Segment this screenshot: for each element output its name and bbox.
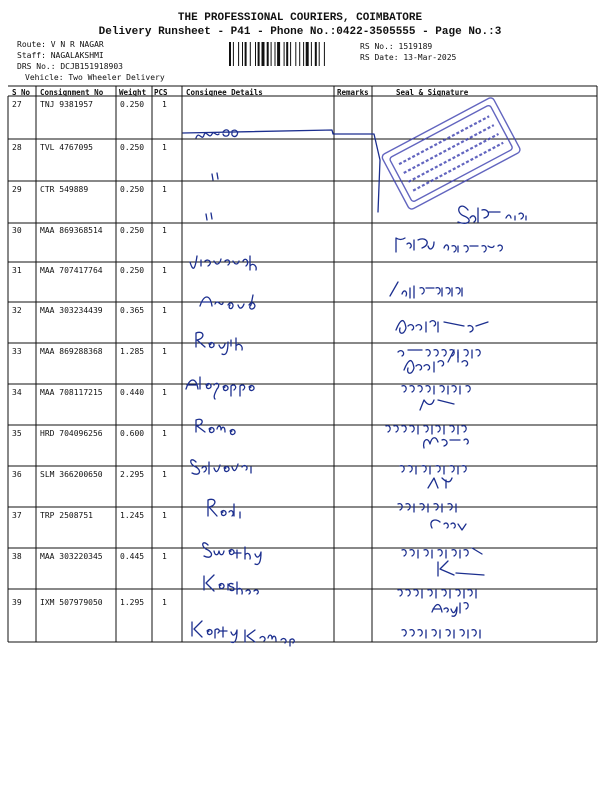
- row-consignment: TRP 2508751: [40, 511, 93, 520]
- row-sno: 27: [12, 100, 22, 109]
- rs-date: RS Date: 13-Mar-2025: [360, 53, 457, 62]
- row-pcs: 1: [162, 470, 167, 479]
- col-header-consignment: Consignment No: [40, 88, 104, 97]
- row-consignment: TNJ 9381957: [40, 100, 93, 109]
- row-consignment: MAA 869368514: [40, 226, 103, 235]
- row-pcs: 1: [162, 347, 167, 356]
- row-consignment: CTR 549889: [40, 185, 89, 194]
- row-weight: 0.250: [120, 185, 145, 194]
- row-pcs: 1: [162, 598, 167, 607]
- handwritten-signature: [424, 438, 469, 448]
- row-pcs: 1: [162, 266, 167, 275]
- row-consignment: HRD 704096256: [40, 429, 103, 438]
- row-consignment: MAA 303220345: [40, 552, 103, 561]
- row-weight: 1.245: [120, 511, 145, 520]
- row-weight: 1.285: [120, 347, 145, 356]
- vehicle-label: Vehicle: Two Wheeler Delivery: [25, 73, 165, 82]
- handwritten-signature: [400, 466, 466, 474]
- handwritten-name: [192, 621, 294, 646]
- row-consignment: SLM 366200650: [40, 470, 103, 479]
- col-header-pcs: PCS: [154, 88, 168, 97]
- ink-stamp: [378, 92, 528, 222]
- handwritten-name: [190, 256, 256, 270]
- row-sno: 39: [12, 598, 22, 607]
- handwritten-signature: [402, 386, 470, 394]
- row-weight: 0.250: [120, 226, 145, 235]
- row-weight: 0.440: [120, 388, 145, 397]
- row-pcs: 1: [162, 429, 167, 438]
- handwritten-signature: [438, 561, 484, 576]
- row-sno: 28: [12, 143, 22, 152]
- row-consignment: MAA 303234439: [40, 306, 103, 315]
- handwritten-name: [196, 130, 238, 138]
- handwritten-signature: [432, 603, 468, 617]
- handwritten-signature: [398, 504, 456, 512]
- handwritten-signature: [390, 282, 462, 298]
- row-consignment: MAA 708117215: [40, 388, 103, 397]
- row-sno: 33: [12, 347, 22, 356]
- row-sno: 37: [12, 511, 22, 520]
- row-weight: 0.600: [120, 429, 145, 438]
- row-pcs: 1: [162, 511, 167, 520]
- handwritten-signature: [428, 478, 452, 488]
- row-sno: 29: [12, 185, 22, 194]
- row-consignment: MAA 707417764: [40, 266, 103, 275]
- row-pcs: 1: [162, 226, 167, 235]
- staff-label: Staff: NAGALAKSHMI: [17, 51, 104, 60]
- runsheet-subtitle: Delivery Runsheet - P41 - Phone No.:0422-3505555 - Page No.:3: [98, 26, 502, 38]
- row-sno: 36: [12, 470, 22, 479]
- col-header-seal: Seal & Signature: [396, 88, 469, 97]
- col-header-sno: S No: [12, 88, 31, 97]
- handwritten-bracket: [183, 130, 380, 212]
- handwritten-name: [191, 460, 251, 474]
- row-weight: 0.250: [120, 143, 145, 152]
- col-header-weight: Weight: [119, 88, 147, 97]
- row-consignment: IXM 507979050: [40, 598, 103, 607]
- row-weight: 0.445: [120, 552, 145, 561]
- handwritten-name: [196, 419, 235, 434]
- rs-number: RS No.: 1519189: [360, 42, 433, 51]
- row-sno: 32: [12, 306, 22, 315]
- row-weight: 0.250: [120, 100, 145, 109]
- row-sno: 35: [12, 429, 22, 438]
- row-pcs: 1: [162, 143, 167, 152]
- row-pcs: 1: [162, 100, 167, 109]
- row-pcs: 1: [162, 306, 167, 315]
- row-consignment: TVL 4767095: [40, 143, 93, 152]
- row-sno: 30: [12, 226, 22, 235]
- handwritten-signature: [398, 590, 476, 598]
- row-pcs: 1: [162, 552, 167, 561]
- handwritten-signature: [402, 548, 482, 558]
- route-label: Route: V N R NAGAR: [17, 40, 104, 49]
- page-title: THE PROFESSIONAL COURIERS, COIMBATORE: [177, 12, 423, 24]
- handwritten-name: [196, 332, 242, 354]
- row-weight: 2.295: [120, 470, 145, 479]
- row-sno: 34: [12, 388, 22, 397]
- handwritten-signature: [396, 321, 488, 334]
- handwritten-name: [186, 377, 254, 399]
- row-weight: 1.295: [120, 598, 145, 607]
- row-consignment: MAA 869288368: [40, 347, 103, 356]
- handwritten-signature: [402, 630, 480, 638]
- row-weight: 0.365: [120, 306, 145, 315]
- row-pcs: 1: [162, 185, 167, 194]
- col-header-consignee: Consignee Details: [186, 88, 263, 97]
- row-pcs: 1: [162, 388, 167, 397]
- row-sno: 31: [12, 266, 22, 275]
- row-weight: 0.250: [120, 266, 145, 275]
- handwritten-name: [208, 499, 240, 518]
- handwritten-signature: [398, 350, 480, 358]
- col-header-remarks: Remarks: [337, 88, 369, 97]
- handwritten-signature: [386, 426, 466, 434]
- handwritten-signature: [420, 400, 454, 410]
- handwritten-name: [200, 295, 255, 309]
- handwritten-name: [204, 575, 258, 594]
- handwritten-name: [203, 543, 261, 565]
- handwritten-ditto-mark: [206, 213, 212, 220]
- handwritten-signature: [396, 238, 502, 252]
- row-sno: 38: [12, 552, 22, 561]
- drs-number: DRS No.: DCJB151918903: [17, 62, 123, 71]
- handwritten-signature: [431, 520, 466, 530]
- handwritten-signature: [404, 350, 468, 373]
- handwritten-ditto-mark: [212, 173, 218, 180]
